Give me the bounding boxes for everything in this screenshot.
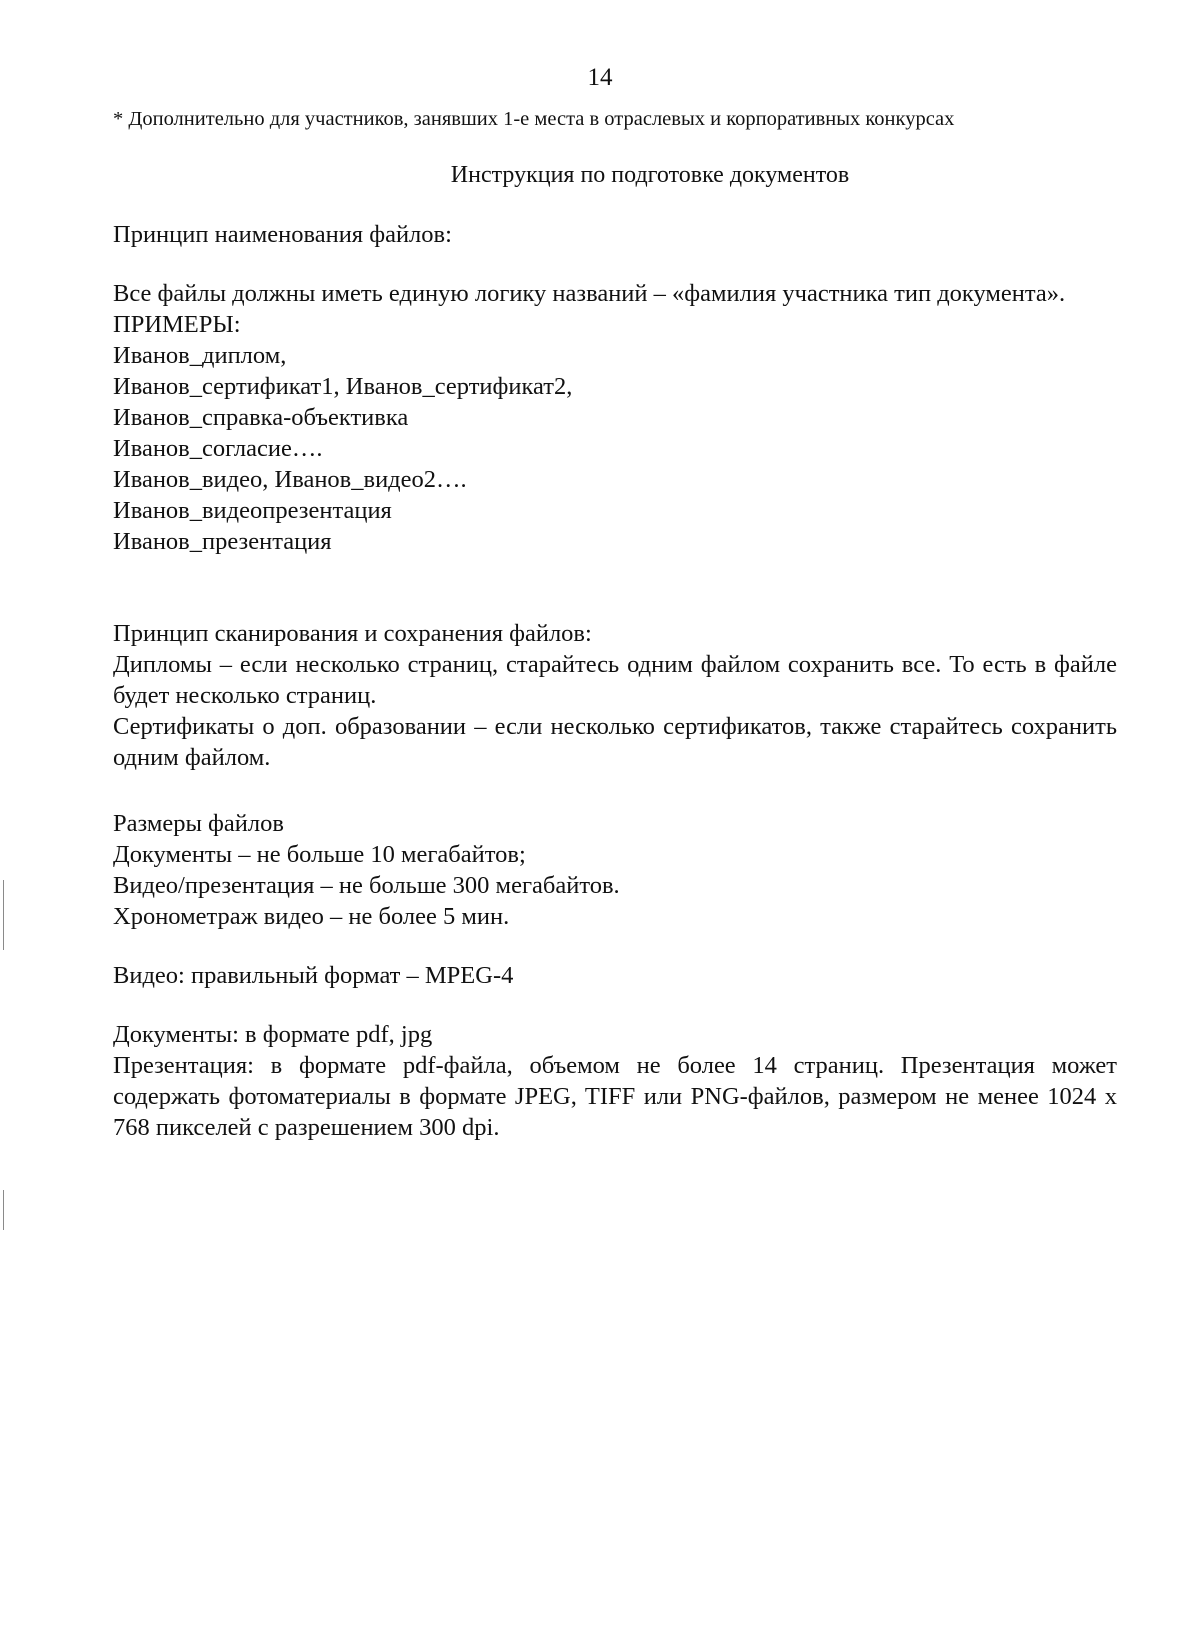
example-item: Иванов_диплом, bbox=[113, 342, 287, 369]
example-item: Иванов_согласие…. bbox=[113, 435, 323, 462]
scanning-section bbox=[113, 618, 1117, 773]
page-number: 14 bbox=[587, 64, 613, 91]
example-item: Иванов_справка-объективка bbox=[113, 404, 409, 431]
naming-heading: Принцип наименования файлов: bbox=[113, 221, 452, 248]
examples-label: ПРИМЕРЫ: bbox=[113, 311, 241, 338]
sizes-section bbox=[113, 808, 1117, 932]
video-format: Видео: правильный формат – MPEG-4 bbox=[113, 962, 514, 989]
scanning-certificates: Сертификаты о доп. образовании – если несколько сертификатов, также старайтесь сохранить одним файлом. bbox=[113, 713, 1117, 771]
size-item: Хронометраж видео – не более 5 мин. bbox=[113, 903, 510, 930]
footnote: * Дополнительно для участников, занявших 1-е места в отраслевых и корпоративных конкурсах bbox=[113, 108, 955, 130]
scan-edge-mark bbox=[3, 1190, 4, 1230]
example-item: Иванов_сертификат1, Иванов_сертификат2, bbox=[113, 373, 573, 400]
scan-edge-mark bbox=[3, 880, 4, 950]
example-item: Иванов_презентация bbox=[113, 528, 332, 555]
scanning-diplomas: Дипломы – если несколько страниц, старайтесь одним файлом сохранить все. То есть в файле будет несколько страниц. bbox=[113, 651, 1117, 709]
presentation-requirements: Презентация: в формате pdf-файла, объемом не более 14 страниц. Презентация может содержать фотоматериалы в формате JPEG, TIFF или PNG-файлов, размером не менее 1024 х 768 пикселей с разрешением 300 dpi. bbox=[113, 1052, 1117, 1141]
size-item: Документы – не больше 10 мегабайтов; bbox=[113, 841, 526, 868]
document-title: Инструкция по подготовке документов bbox=[450, 162, 850, 188]
example-item: Иванов_видео, Иванов_видео2…. bbox=[113, 466, 467, 493]
naming-intro: Все файлы должны иметь единую логику названий – «фамилия участника тип документа». bbox=[113, 280, 1066, 307]
sizes-heading: Размеры файлов bbox=[113, 810, 284, 837]
example-item: Иванов_видеопрезентация bbox=[113, 497, 392, 524]
size-item: Видео/презентация – не больше 300 мегабайтов. bbox=[113, 872, 620, 899]
documents-format: Документы: в формате pdf, jpg bbox=[113, 1021, 433, 1048]
scanning-heading: Принцип сканирования и сохранения файлов: bbox=[113, 620, 592, 647]
documents-section bbox=[113, 1019, 1117, 1143]
naming-section bbox=[113, 278, 1117, 557]
